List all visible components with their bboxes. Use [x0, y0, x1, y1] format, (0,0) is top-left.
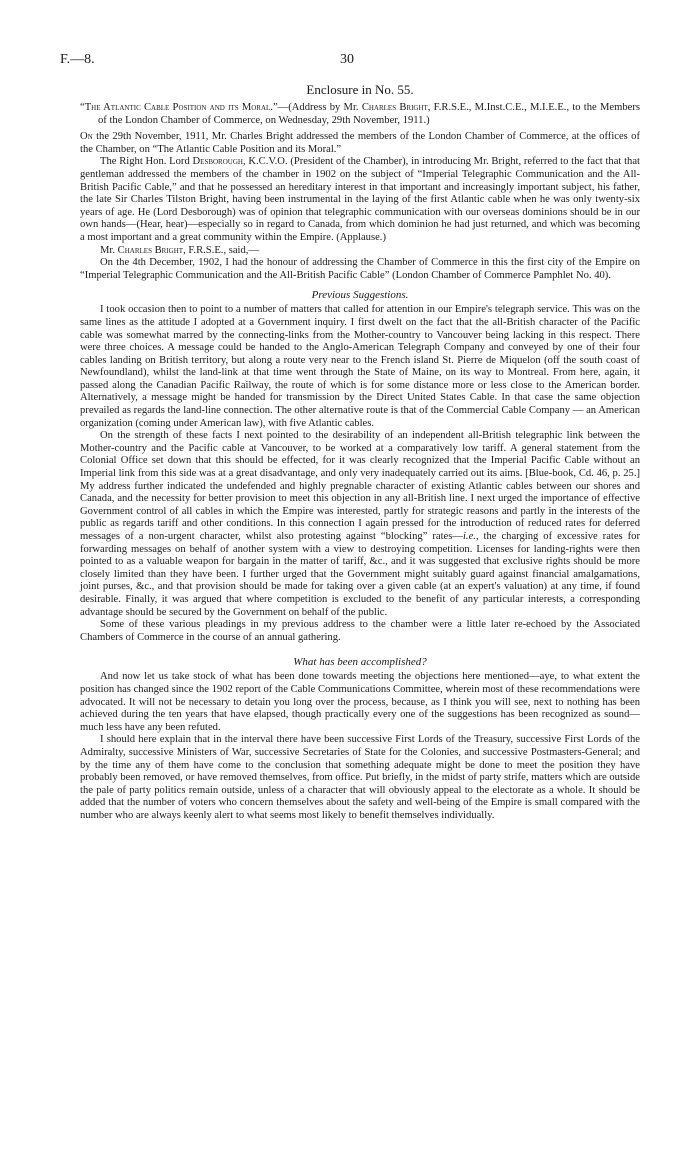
page-number: 30 [340, 52, 354, 67]
para-previous-2-before: On the strength of these facts I next pointed to the desirability of an independent all-British telegraphic link between the Mother-country and the Pacific cable at Vancouver, to be worked at a comparatively low tariff. A general statement from the Colonial Office set down that this should be effected, for it was clearly recognized that the Imperial Pacific Cable without an Imperial link from this side was at a great disadvantage, and only very inadequately carried out its aims. [Blue-book, Cd. 46, p. 25.] My address further indicated the undefended and highly pregnable character of existing Atlantic cables between our shores and Canada, and the necessity for better provision to meet this objection in any all-British line. I next urged the importance of effective Government control of all cables in which the Empire was interested, partly for strategic reasons and partly in the interests of the public as regards tariff and other conditions. In this connection I again pressed for the introduction of reduced rates for deferred messages of a non-urgent character, whilst also protesting against “blocking” rates— [80, 430, 640, 542]
caption-title: The Atlantic Cable Position and its Moral. [84, 102, 273, 113]
speaker-name: Charles Bright [117, 244, 184, 256]
document-reference: F.—8. [60, 52, 95, 67]
caption-title-close: ”—(Address by Mr. [272, 102, 362, 113]
intro-text: the 29th November, 1911, Mr. Charles Bright addressed the members of the London Chamber of Commerce, at the offices of the Chamber, on “The Atlantic Cable Position and its Moral.” [80, 131, 640, 155]
paragraph-1902: On the 4th December, 1902, I had the honour of addressing the Chamber of Commerce in this the first city of the Empire on “Imperial Telegraphic Communication and the All-British Pacific Cable” (London Chamber of Commerce Pamphlet No. 40). [80, 257, 640, 281]
lord-after: , K.C.V.O. (President of the Chamber), in introducing Mr. Bright, referred to the fact that that gentleman addressed the members of the chamber in 1902 on the subject of “Imperial Telegraphic Communication and the All-British Pacific Cable,” and that he possessed an hereditary interest in that important and increasingly important subject, his father, the late Sir Charles Tilston Bright, having been instrumental in the laying of the first Atlantic cable when he was only twenty-six years of age. He (Lord Desborough) was of opinion that telegraphic communication with our overseas dominions should be in our own hands—(Hear, hear)—especially so in regard to Canada, from which dominion he had just returned, and which was becoming a most important and a great community within the Empire. (Applause.) [80, 156, 640, 243]
document-body [80, 82, 640, 822]
caption-speaker: Charles Bright [361, 102, 428, 113]
intro-paragraph [80, 131, 640, 156]
intro-lead: On [80, 131, 93, 143]
caption-quote-open: “ [80, 102, 85, 113]
section-heading-previous-suggestions: Previous Suggestions. [311, 289, 409, 302]
paragraph-accomplished-2: I should here explain that in the interval there have been successive First Lords of the Treasury, successive First Lords of the Admiralty, successive Ministers of War, successive Secretaries of State for the Colonies, and successive Postmasters-General; and by the time any of them have come to the conclusion that something adequate might be done to meet the position they have probably been removed, or have removed themselves, from office. Put briefly, in the midst of party strife, matters which are outside the pale of party politics remain outside, unless of a character that will obviously appeal to the electorate as a whole. It should be added that the number of voters who concern themselves about the safety and well-being of the Empire is small compared with the number who are always keenly alert to what seems most likely to benefit themselves individually. [80, 734, 640, 821]
speaker-line [80, 245, 640, 258]
section-heading-accomplished: What has been accomplished? [293, 656, 427, 669]
paragraph-previous-3: Some of these various pleadings in my previous address to the chamber were a little later re-echoed by the Associated Chambers of Commerce in the course of an annual gathering. [80, 619, 640, 643]
paragraph-accomplished-1: And now let us take stock of what has been done towards meeting the objections here mentioned—aye, to what extent the position has changed since the 1902 report of the Cable Communications Committee, wherein most of these recommendations were advocated. It will not be necessary to detain you long over the process, because, as I think you will see, next to nothing has been achieved during the ten years that have elapsed, though practically every one of the suggestions has been recognized as sound—much less have any been refuted. [80, 671, 640, 733]
paragraph-previous-2 [80, 430, 640, 619]
paragraph-previous-1: I took occasion then to point to a number of matters that called for attention in our Empire's telegraph service. This was on the same lines as the attitude I adopted at a Government inquiry. I first dwelt on the fact that the all-British character of the Pacific cable was somewhat marred by the connecting-links from the Mother-country to Vancouver being lacking in this respect. There were three choices. A message could be handed to the Anglo-American Telegraph Company and conveyed by one of their four cables landing on British territory, but along a route very near to the French island St. Pierre de Miquelon (off the south coast of Newfoundland), whilst the land-link at that time went through the State of Maine, on its way to Montreal. From here, again, it passed along the Canadian Pacific Railway, the route of which is for some distance more or less close to the American border. Alternatively, a message might be handed for transmission by the Direct United States Cable. In that case the same objection prevailed as regards the land-line connection. The other alternative route is that of the Commercial Cable Company — an American organization (coming under American law), with five Atlantic cables. [80, 304, 640, 429]
speaker-before: Mr. [100, 244, 118, 256]
lord-name: Desborough [192, 156, 243, 168]
para-previous-2-after: , the charging of excessive rates for forwarding messages on behalf of another system with a view to destroying competition. Licenses for landing-rights were then pointed to as a valuable weapon for bargain in the matter of tariff, &c., and it was suggested that exclusive rights should be more closely limited than they have been. I further urged that the Government might suitably guard against financial amalgamations, joint purses, &c., and that provision should be made for taking over a given cable (at an expert's valuation) at any time, if found desirable. Finally, it was argued that where competition is excluded to the benefit of any particular interests, a corresponding advantage should be secured by the Government on behalf of the public. [80, 531, 640, 618]
caption-rest: , F.R.S.E., M.Inst.C.E., M.I.E.E., to the Members of the London Chamber of Commerce, on Wednesday, 29th November, 1911.) [98, 102, 640, 126]
lord-before: The Right Hon. Lord [100, 156, 193, 168]
enclosure-title: Enclosure in No. 55. [306, 82, 414, 97]
lord-desborough-paragraph [80, 156, 640, 244]
address-caption [80, 102, 640, 127]
para-previous-2-ie: i.e. [462, 531, 476, 542]
speaker-after: , F.R.S.E., said,— [183, 244, 260, 256]
